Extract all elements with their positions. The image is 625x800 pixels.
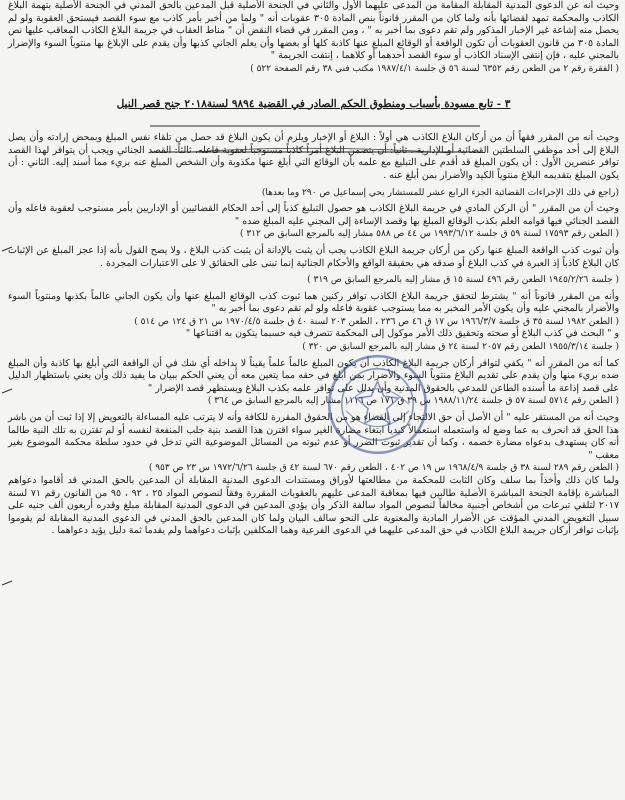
- citation-7: ( الطعن رقم ٥٧١٤ لسنة ٥٧ ق جلسة ١٩٨٨/١١/٢٤ س ٣٩ ق ١٧١ ص ١١١٦ مشار إليه بالمرجع السابق ص ٣٦٤ ): [207, 396, 619, 407]
- citation-5: ( الطعن ١٩٨٢ لسنة ٣٥ ق جلسة ١٩٦٦/٣/٧ س ١٧ ق ٤٦ ص ٢٣٦ ، الطعن ٢٠٣ لسنة ٤٠ ق جلسة ١٩٧٠/٤/٥ س ٢١ ق ١٢٤ ص ٥١٤ ): [134, 316, 619, 327]
- citation-3: ( الطعن رقم ١٧٥٩٣ لسنة ٥٩ ق جلسة ١٩٩٣/٦/١٢ س ٤٤ ص ٥٨٨ مشار إليه بالمرجع السابق ص ٣١٢ ): [239, 229, 619, 240]
- margin-tick-icon: [0, 244, 14, 258]
- citation-4: ( جلسة ١٩٤٥/٢/٢٦ الطعن رقم ٤٩٦ لسنة ١٥ ق مشار إليه بالمرجع السابق ص ٣١٩ ): [307, 275, 619, 286]
- hand-drawn-divider: [150, 124, 480, 154]
- paragraph-3: وحيث أن من المقرر " أن الركن المادي في جريمة البلاغ الكاذب هو حصول التبليغ كذباً إلى أحد الحكام القضائيين أو الإداريين بأمر مستوجب لعقوبة فاعله وأن القصد الجنائي فيها قوامه العلم بكذب الوقائع المبلغ بها وقصد الإساءة إلى المجني عليه المبلغ ضده ": [8, 203, 619, 227]
- paragraph-8: وحيث أنه من المستقر عليه " أن الأصل أن حق الالتجاء إلى القضاء هو من الحقوق المقررة للكافة وأنه لا يترتب عليه المساءلة بالتعويض إلا إذا ثبت أن من باشر هذا الحق قد انحرف به عما وضع له واستعمله استعمالاً كيدياً ابتغاء مضارة الغير سواء اقترن هذا القصد بنية جلب المنفعة لنفسه أو لم تقترن به تلك النية طالما أنه كان يستهدف بدعواه مضارة خصمه ، وكما أن تقدير ثبوت الضرر أو عدم ثبوته من المسائل الموضوعية التي تدخل في حدود سلطة محكمة الموضوع بغير معقب ": [8, 412, 619, 461]
- citation-6: ( جلسة ١٩٥٥/٣/١٤ الطعن رقم ٢٠٥٧ لسنة ٢٤ ق مشار إليه بالمرجع السابق ص ٣٢٠ ): [302, 342, 619, 353]
- paragraph-2: وحيث أنه من المقرر فقهاً أن من أركان البلاغ الكاذب هي أولاً : البلاغ أو الإخبار ويلزم أن يكون البلاغ قد حصل من تلقاء نفس المبلغ وبمحض إرادته وأن يصل البلاغ إلى أحد موظفي السلطتين القضائية أو الإدارية . ثانياً: أن يتضمن البلاغ أمراً كاذباً مستوجباً لعقوبة فاعله. ثالثاً: القصد الجنائي ويجب أن يتوافر لهذا القصد توافر عنصرين الأول : أن يكون المبلغ قد أقدم على التبليغ مع علمه بأن الوقائع التي أبلغ عنها مكذوبة وأن الشخص المبلغ عنه بريء مما أسند إليه. الثاني : أن يكون المبلغ بتقديمه البلاغ منتوياً الكيد والأضرار بمن أبلغ عنه .: [8, 132, 619, 181]
- paragraph-4: وأن ثبوت كذب الواقعة المبلغ عنها ركن من أركان جريمة البلاغ الكاذب يجب أن يثبت بالإدانة أن يثبت كذب البلاغ ، ولا يصح القول بأنه إذا عجز المبلغ عن الإثبات كان البلاغ كاذباً إذ العبرة في كذب البلاغ أو صدقه هي بحقيقة الواقع والأحكام الجنائية إنما تبنى على الحقائق لا على الاعتبارات المجردة .: [8, 244, 619, 269]
- paragraph-7: كما أنه من المقرر أنه " يكفي لتوافر أركان جريمة البلاغ الكاذب أن يكون المبلغ عالماً علماً يقيناً لا يداخله أي شك في أن الواقعة التي أبلغ بها كاذبة وأن المبلغ ضده بريء منها وأن يقدم على تقديم البلاغ منتوياً السوء والأضرار بمن أبلغ في حقه مما يتعين معه أن يعني الحكم ببيان ما يفيد ذلك وأن يعني باستظهار الدليل على قصد إذاعة ما أسنده الطاعن للمدعي بالحقوق المدنية وأن يدلل على توافر علمه بكذب البلاغ ويستظهر قصد الإضرار ": [8, 357, 619, 394]
- citation-2: (راجع في ذلك الإجراءات القضائية الجزء الرابع عشر للمستشار يحي إسماعيل ص ٢٩٠ وما بعدها): [261, 187, 619, 198]
- paragraph-6: و " البحث في كذب البلاغ أو صحته وتحقيق ذلك الأمر موكول إلى المحكمة تتصرف فيه حسبما يتكون به اقتناعها ": [185, 328, 619, 340]
- paragraph-5: وأنه من المقرر قانوناً أنه " يشترط لتحقق جريمة البلاغ الكاذب توافر ركنين هما ثبوت كذب الوقائع المبلغ عنها وأن يكون الجاني عالماً بكذبها ومنتوياً السوء والأضرار بالمجني عليه وأن يكون الأمر المخبر به مما يستوجب عقوبة فاعله ولو لم تقم دعوى بما أخبر به ": [8, 290, 619, 315]
- citation-8: ( الطعن رقم ٢٨٩ لسنة ٣٨ ق جلسة ١٩٦٨/٤/٩ س ١٩ ص ٤٠٢ ، الطعن رقم ٦٧٠ لسنة ٤٢ ق جلسة ١٩٧٢/٦/٢٦ س ٢٣ ص ٩٥٣ ): [148, 463, 619, 474]
- margin-tick-icon: [0, 578, 14, 592]
- citation-1: ( الفقرة رقم ٢ من الطعن رقم ٦٣٥٢ لسنة ٥٦ ق جلسة ١٩٨٧/٤/١ مكتب فني ٣٨ رقم الصفحة ٥٢٢ ): [250, 63, 619, 74]
- section-heading: ٣ - تابع مسودة بأسباب ومنطوق الحكم الصادر في القضية ٩٨٩٤ لسنة٢٠١٨ جنح قصر النيل: [116, 97, 511, 110]
- margin-tick-icon: [0, 386, 14, 400]
- paragraph-9: ولما كان ذلك وأخذاً بما سلف وكان الثابت للمحكمة من مطالعتها لأوراق ومستندات الدعوى المدنية المقابلة أن المدعين بالحق المدني قد أقاموا دعواهم المباشرة بإقامة الجنحة المباشرة الأصلية طالبين فيها بمعاقبة المدعى عليهم بالعقوبات المقررة وفقاً لنصوص المواد ٢٥ ، ٩٢ ، ٩٥ من القانون رقم ٧١ لسنة ٢٠١٧ لتلقي تبرعات من أشخاص أجنبية مخالفاً لنصوص المواد سالفة الذكر وأن يؤدي المدعين في الدعوى المدنية المقابلة مبلغ وقدره أربعون ألف جنيه على سبيل التعويض المدني المؤقت عن الأضرار المادية والمعنوية على النحو سالف البيان ولما كان المدعين بالحق المدني في الدعوى المدنية المقابلة لم يقوموا بإثبات توافر أركان جريمة البلاغ الكاذب في حق المدعى عليهما في الدعوى الفرعية وهما المكلفين بإثبات دعواهما ولم يقدما ثمة دليل يؤيد دعواهما .: [8, 475, 619, 537]
- court-stamp-icon: [325, 352, 430, 457]
- paragraph-1: وحيث أنه عن الدعوى المدنية المقابلة المقامة من المدعى عليهما الأول والثاني في الجنحة الأصلية قبل المدعين بالحق المدني في الجنحة الأصلية بتهمة البلاغ الكاذب والمحكمة تمهد لقضائها بأنه ولما كان من المقرر قانوناً بنص المادة ٣٠٥ عقوبات أنه " ولما من أخبر بأمر كاذب مع سوء القصد فيستحق العقوبة ولو لم يحصل منه إشاعة غير الإخبار المذكور ولم تقم دعوى بما أخبر به " ، ومن المقرر في قضاء النقض أن " مناط العقاب في جريمة البلاغ الكاذب المعاقب عليها نص المادة ٣٠٥ من قانون العقوبات أن تكون الواقعة أو الوقائع المبلغ عنها كاذبة كلها أو بعضها وأن يعلم الجاني كذبها وأن يقدم على الإبلاغ بها منتوياً السوء والإضرار بالمجني عليه ، فإن إنتفى الإسناد الكاذب أو سوء القصد أحدهما أو كلاهما ، إنتفت الجريمة ": [8, 0, 620, 62]
- document-body: [8, 0, 619, 538]
